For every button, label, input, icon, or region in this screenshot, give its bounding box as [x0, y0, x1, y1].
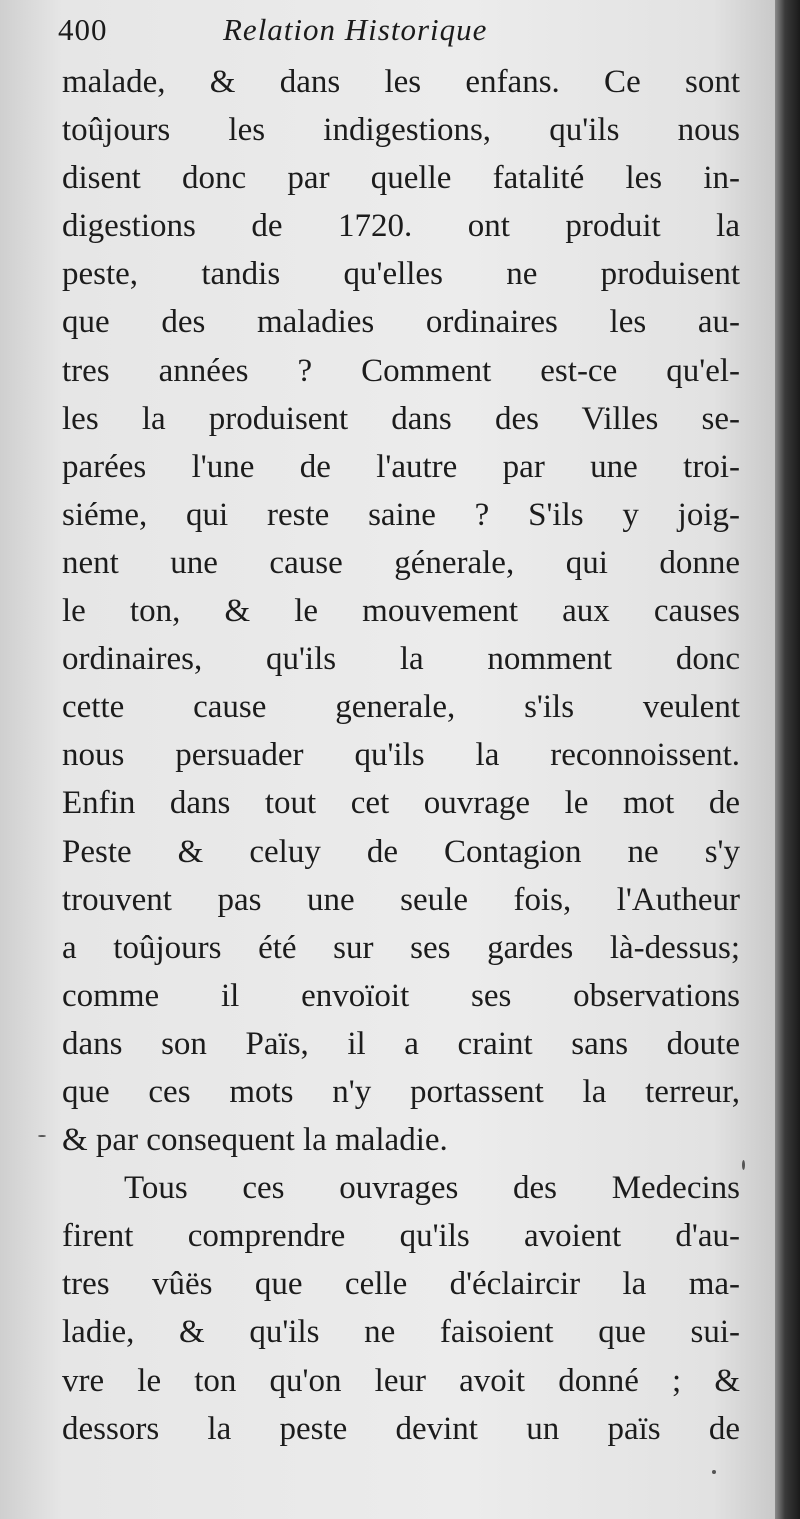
text-line: toûjours les indigestions, qu'ils nous	[62, 112, 740, 149]
text-line: vre le ton qu'on leur avoit donné ; &	[62, 1362, 740, 1399]
text-line: Tous ces ouvrages des Medecins	[124, 1170, 740, 1207]
text-line: malade, & dans les enfans. Ce sont	[62, 64, 740, 100]
text-line: dans son Païs, il a craint sans doute	[62, 1025, 740, 1062]
paper-speck	[742, 1160, 745, 1170]
body-text	[62, 58, 740, 1453]
text-line: tres années ? Comment est-ce qu'el-	[62, 352, 740, 389]
text-line: nent une cause génerale, qui donne	[62, 544, 740, 581]
text-line: le ton, & le mouvement aux causes	[62, 593, 740, 630]
text-line: que des maladies ordinaires les au-	[62, 304, 740, 341]
text-line: trouvent pas une seule fois, l'Autheur	[62, 881, 740, 918]
text-line: firent comprendre qu'ils avoient d'au-	[62, 1218, 740, 1255]
page-number: 400	[58, 12, 108, 47]
text-line: que ces mots n'y portassent la terreur,	[62, 1073, 740, 1110]
text-line: parées l'une de l'autre par une troi-	[62, 448, 740, 485]
text-line: disent donc par quelle fatalité les in-	[62, 160, 740, 197]
text-line: les la produisent dans des Villes se-	[62, 400, 740, 437]
text-line: digestions de 1720. ont produit la	[62, 208, 740, 245]
text-line: cette cause generale, s'ils veulent	[62, 689, 740, 726]
running-header	[58, 12, 758, 52]
paragraph-1	[62, 58, 740, 1164]
text-line: ordinaires, qu'ils la nomment donc	[62, 641, 740, 678]
text-line: Peste & celuy de Contagion ne s'y	[62, 833, 740, 870]
paragraph-2	[62, 1164, 740, 1453]
text-line: & par consequent la maladie.	[62, 1122, 448, 1159]
text-line: a toûjours été sur ses gardes là-dessus;	[62, 929, 740, 966]
text-line: nous persuader qu'ils la reconnoissent.	[62, 737, 740, 774]
text-line: tres vûës que celle d'éclaircir la ma-	[62, 1266, 740, 1303]
text-line: Enfin dans tout cet ouvrage le mot de	[62, 785, 740, 822]
book-gutter-shadow	[775, 0, 800, 1519]
text-line: comme il envoïoit ses observations	[62, 977, 740, 1014]
running-title: Relation Historique	[223, 12, 488, 47]
paper-speck	[712, 1470, 716, 1474]
text-line: peste, tandis qu'elles ne produisent	[62, 256, 740, 293]
text-line: siéme, qui reste saine ? S'ils y joig-	[62, 496, 740, 533]
paper-speck	[38, 1135, 46, 1137]
text-line: dessors la peste devint un païs de	[62, 1410, 740, 1447]
text-line: ladie, & qu'ils ne faisoient que sui-	[62, 1314, 740, 1351]
